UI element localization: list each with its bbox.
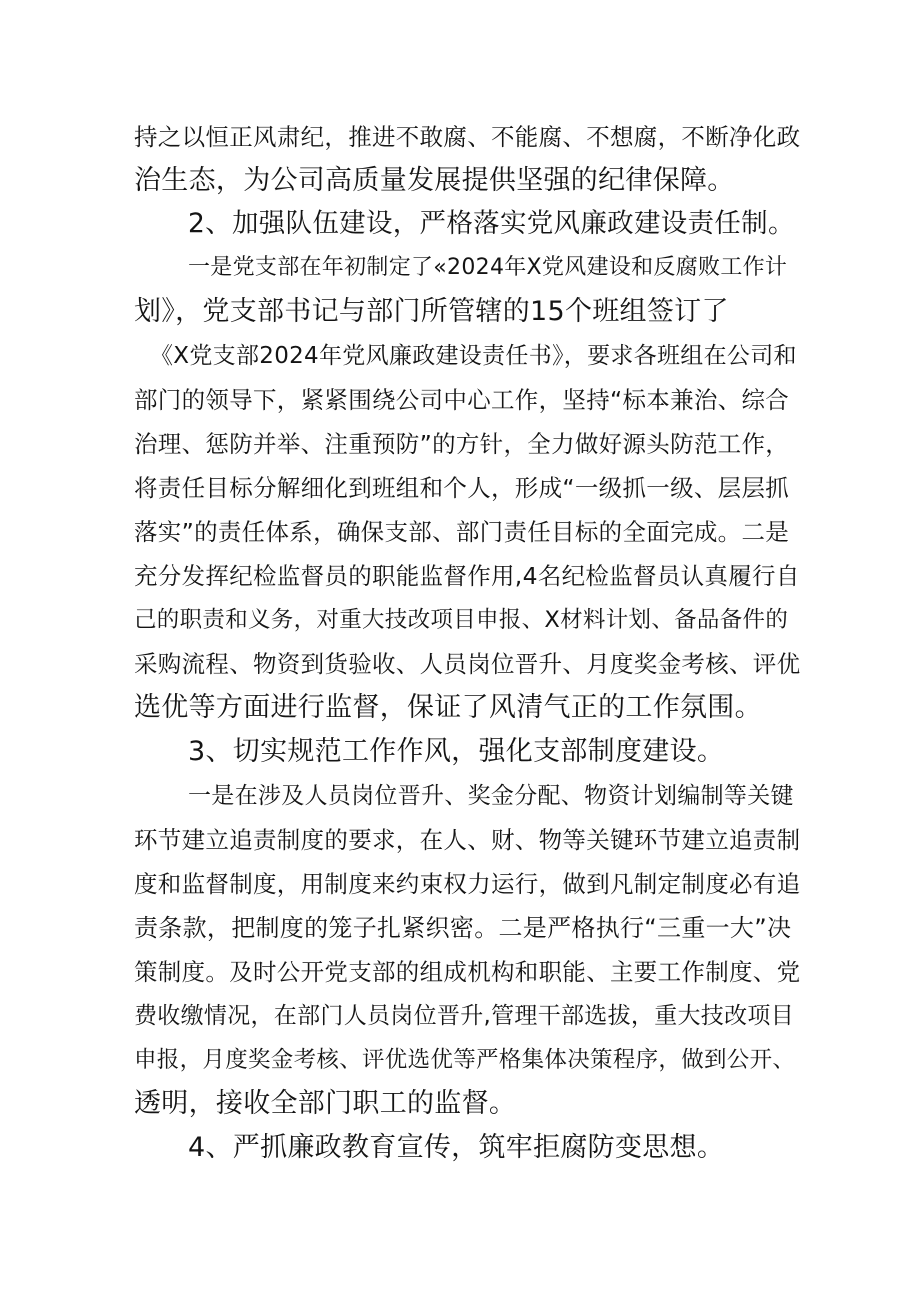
body-text-line: 策制度。及时公开党支部的组成机构和职能、主要工作制度、党 (134, 958, 801, 986)
section-heading-2: 2、加强队伍建设，严格落实党风廉政建设责任制。 (188, 208, 795, 239)
body-text-line: 部门的领导下，紧紧围绕公司中心工作，坚持“标本兼治、综合 (134, 386, 790, 414)
body-text-line: 一是在涉及人员岗位晋升、奖金分配、物资计划编制等关键 (188, 783, 794, 809)
section-heading-4: 4、严抓廉政教育宣传，筑牢拒腐防变思想。 (188, 1132, 725, 1163)
body-text-line: 一是党支部在年初制定了«2024年X党风建设和反腐败工作计 (188, 255, 788, 280)
body-text-line: 度和监督制度，用制度来约束权力运行，做到凡制定制度必有追 (134, 870, 801, 898)
body-text-line: 选优等方面进行监督，保证了风清气正的工作氛围。 (134, 692, 762, 723)
body-text-line: 持之以恒正风肃纪，推进不敢腐、不能腐、不想腐，不断净化政 (134, 123, 801, 151)
body-text-line: 透明，接收全部门职工的监督。 (134, 1088, 517, 1119)
body-text-line: 治生态，为公司高质量发展提供坚强的纪律保障。 (134, 165, 735, 196)
body-text-line: 落实”的责任体系，确保支部、部门责任目标的全面完成。二是 (134, 518, 790, 546)
body-text-line: 充分发挥纪检监督员的职能监督作用,4名纪检监督员认真履行自 (134, 562, 800, 590)
section-heading-3: 3、切实规范工作作风，强化支部制度建设。 (188, 736, 725, 767)
body-text-line: 己的职责和义务，对重大技改项目申报、X材料计划、备品备件的 (134, 607, 789, 633)
body-text-line: 治理、惩防并举、注重预防”的方针，全力做好源头防范工作， (134, 430, 790, 458)
body-text-line: 申报，月度奖金考核、评优选优等严格集体决策程序，做到公开、 (134, 1047, 796, 1073)
body-text-line: 将责任目标分解细化到班组和个人，形成“一级抓一级、层层抓 (134, 474, 790, 502)
body-text-line: 《X党支部2024年党风廉政建设责任书》，要求各班组在公司和 (150, 343, 797, 369)
body-text-line: 费收缴情况，在部门人员岗位晋升,管理干部选拔，重大技改项目 (134, 1003, 795, 1029)
body-text-line: 划》，党支部书记与部门所管辖的15个班组签订了 (134, 296, 729, 327)
body-text-line: 责条款，把制度的笼子扎紧织密。二是严格执行“三重一大”决 (134, 914, 792, 942)
body-text-line: 采购流程、物资到货验收、人员岗位晋升、月度奖金考核、评优 (134, 650, 801, 678)
body-text-line: 环节建立追责制度的要求，在人、财、物等关键环节建立追责制 (134, 826, 801, 854)
